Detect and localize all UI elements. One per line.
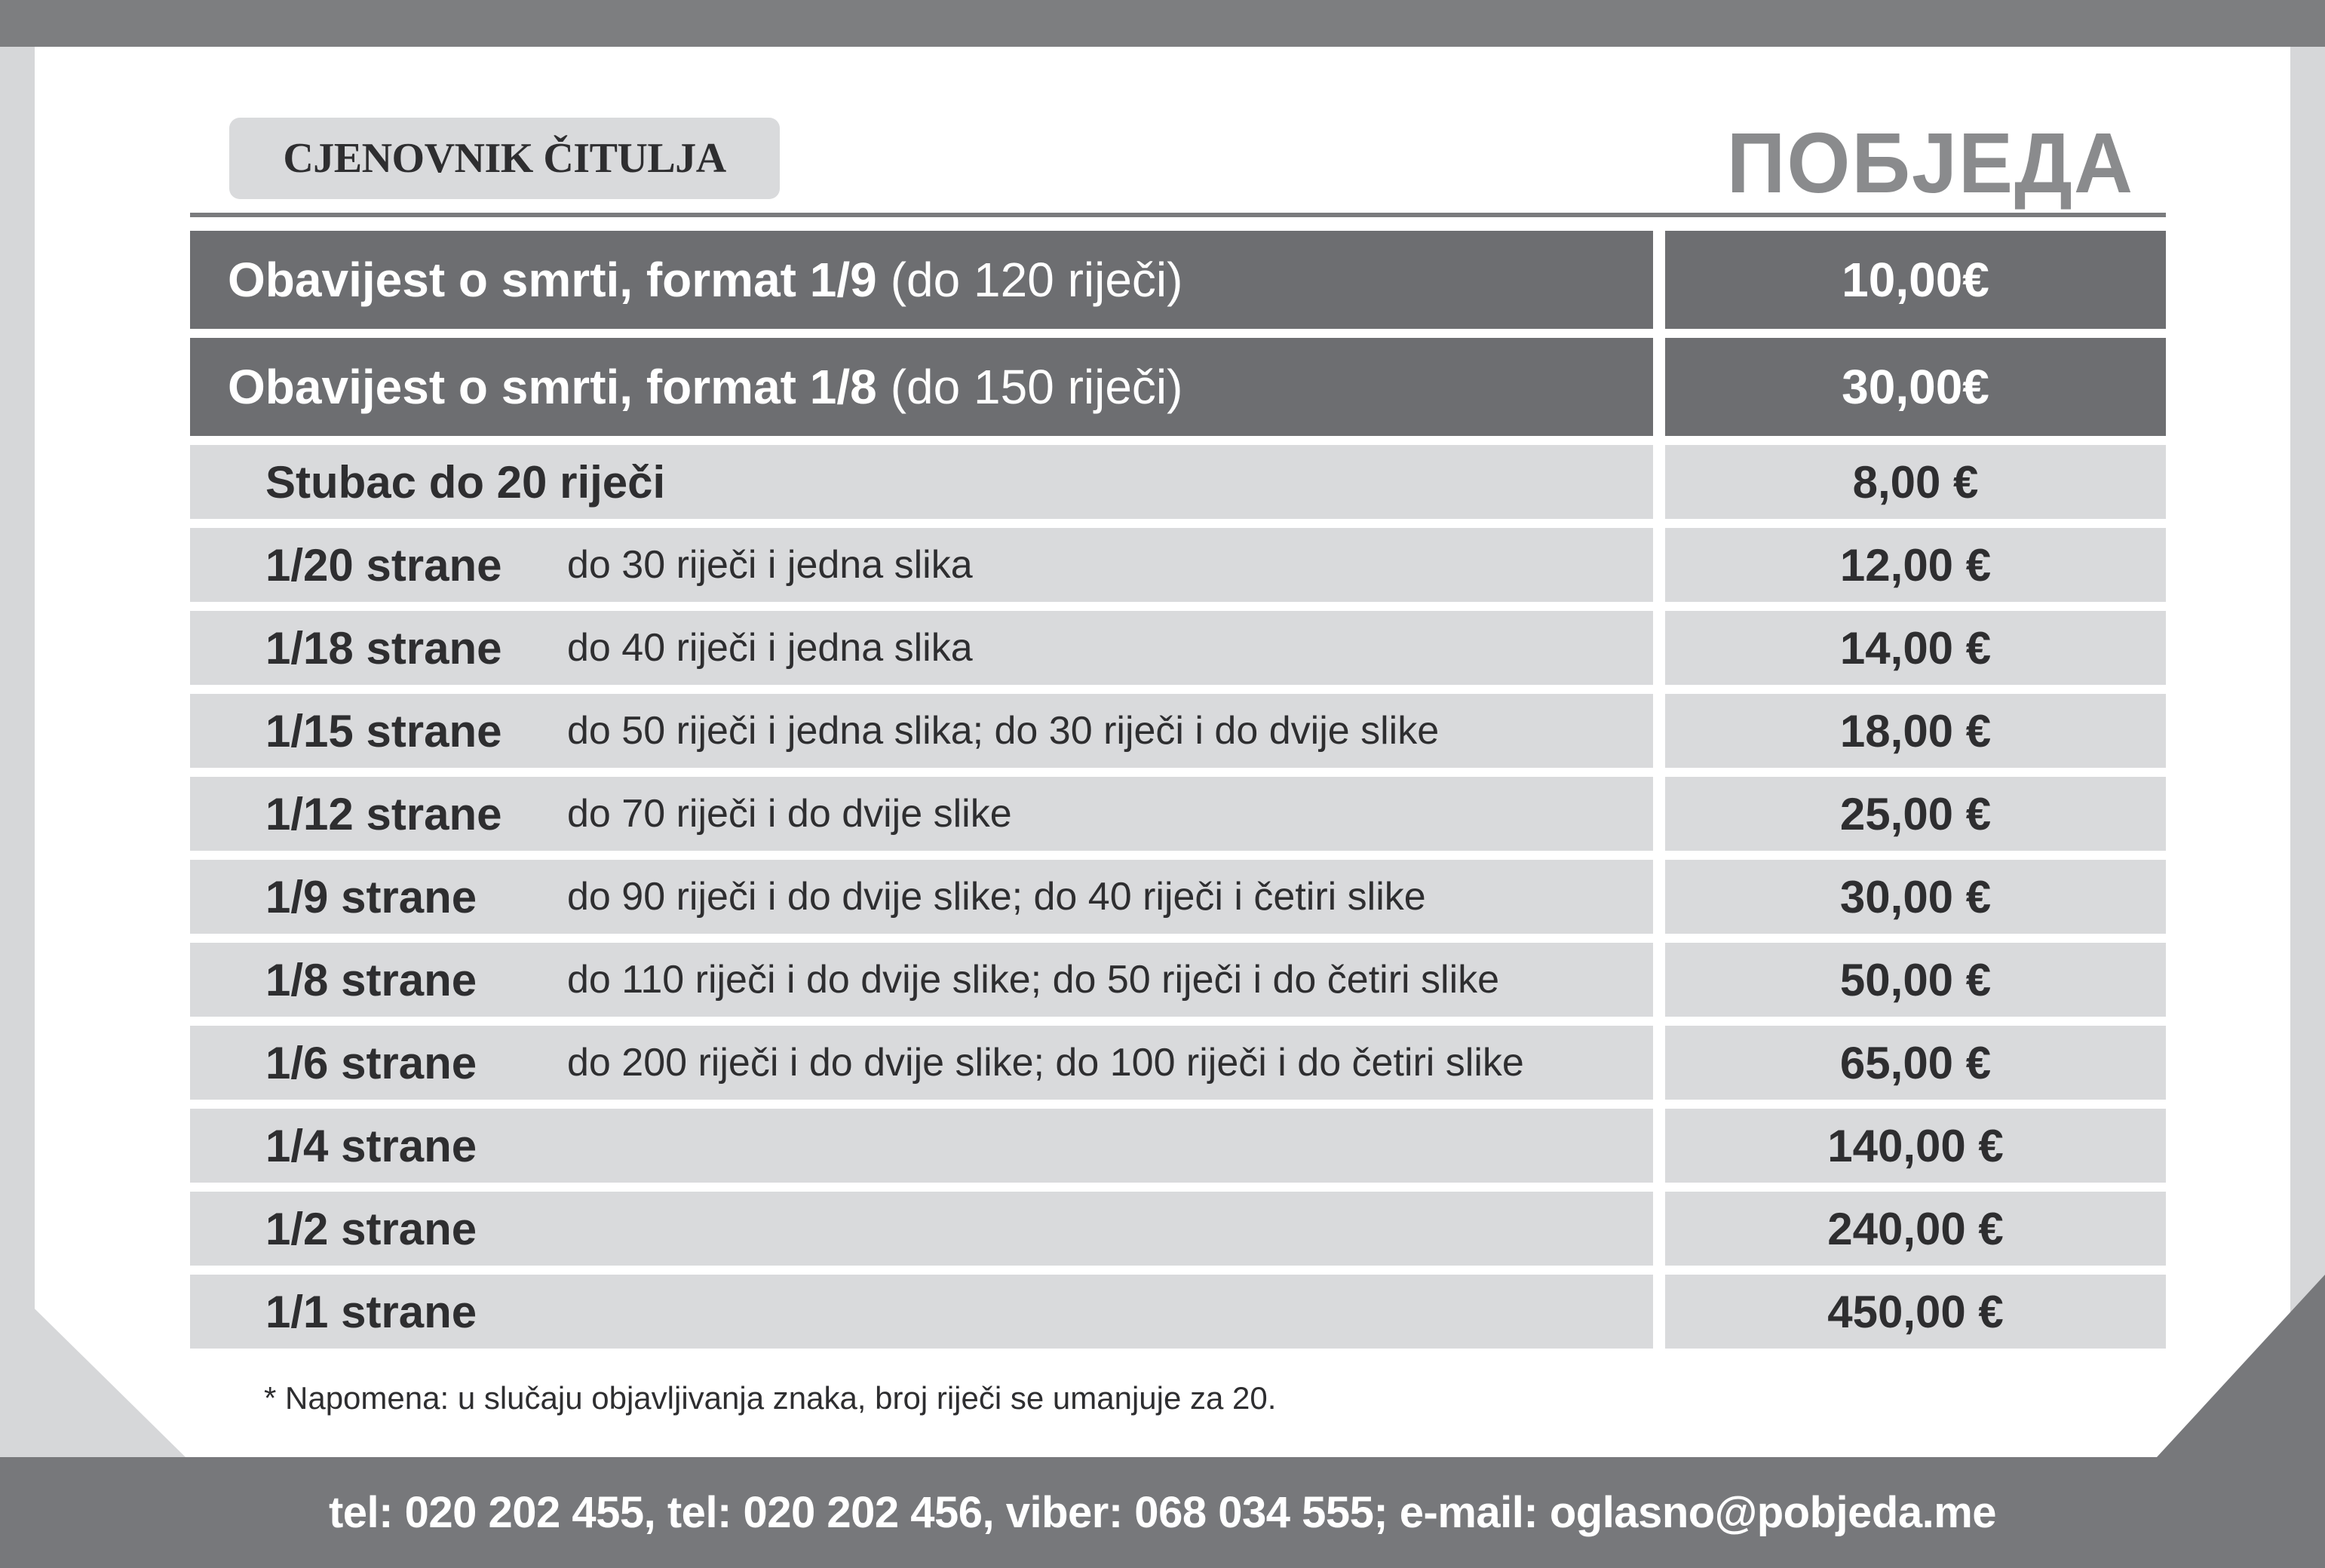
row-name: 1/12 strane xyxy=(265,788,502,839)
row-price: 65,00 € xyxy=(1665,1026,2166,1100)
row-price: 25,00 € xyxy=(1665,777,2166,851)
left-frame-bar xyxy=(0,47,35,1457)
row-description xyxy=(190,338,1653,436)
page-title: CJENOVNIK ČITULJA xyxy=(229,118,780,199)
row-description xyxy=(190,231,1653,329)
row-note: do 200 riječi i do dvije slike; do 100 riječi i do četiri slike xyxy=(567,1041,1524,1085)
table-row xyxy=(190,777,2166,851)
row-name: Stubac do 20 riječi xyxy=(265,456,666,508)
row-price: 10,00€ xyxy=(1665,231,2166,329)
table-row xyxy=(190,528,2166,602)
table-row xyxy=(190,611,2166,685)
table-row-featured xyxy=(190,338,2166,436)
row-description xyxy=(190,1192,1653,1266)
row-price: 12,00 € xyxy=(1665,528,2166,602)
table-row-featured xyxy=(190,231,2166,329)
row-price: 240,00 € xyxy=(1665,1192,2166,1266)
row-note: do 40 riječi i jedna slika xyxy=(567,626,973,670)
top-frame-bar xyxy=(0,0,2325,47)
row-note: (do 120 riječi) xyxy=(890,253,1183,307)
table-row xyxy=(190,1275,2166,1349)
row-price: 30,00€ xyxy=(1665,338,2166,436)
row-price: 30,00 € xyxy=(1665,860,2166,934)
header-divider xyxy=(190,213,2166,217)
row-description xyxy=(190,528,1653,602)
row-name: Obavijest o smrti, format 1/9 xyxy=(228,253,877,307)
right-frame-bar xyxy=(2290,47,2325,1457)
row-name: 1/9 strane xyxy=(265,871,477,922)
row-note: do 110 riječi i do dvije slike; do 50 riječi i do četiri slike xyxy=(567,958,1500,1002)
table-row xyxy=(190,445,2166,519)
row-note: (do 150 riječi) xyxy=(890,360,1183,414)
table-row xyxy=(190,943,2166,1017)
row-name: 1/4 strane xyxy=(265,1120,477,1171)
row-description xyxy=(190,1275,1653,1349)
row-description xyxy=(190,694,1653,768)
row-price: 140,00 € xyxy=(1665,1109,2166,1183)
row-price: 50,00 € xyxy=(1665,943,2166,1017)
row-name: 1/20 strane xyxy=(265,539,502,591)
row-price: 8,00 € xyxy=(1665,445,2166,519)
row-name: 1/8 strane xyxy=(265,954,477,1005)
row-note: do 90 riječi i do dvije slike; do 40 riječi i četiri slike xyxy=(567,875,1426,919)
price-table xyxy=(190,231,2166,1358)
row-note: do 50 riječi i jedna slika; do 30 riječi i do dvije slike xyxy=(567,709,1440,753)
table-row xyxy=(190,1109,2166,1183)
row-description xyxy=(190,611,1653,685)
row-description xyxy=(190,777,1653,851)
row-name: 1/6 strane xyxy=(265,1037,477,1088)
row-description xyxy=(190,445,1653,519)
table-row xyxy=(190,860,2166,934)
row-name: 1/15 strane xyxy=(265,705,502,756)
row-name: 1/18 strane xyxy=(265,622,502,674)
row-description xyxy=(190,860,1653,934)
row-note: do 30 riječi i jedna slika xyxy=(567,543,973,587)
contact-info: tel: 020 202 455, tel: 020 202 456, viber: 068 034 555; e-mail: oglasno@pobjeda.me xyxy=(328,1488,1997,1537)
row-description xyxy=(190,943,1653,1017)
row-name: Obavijest o smrti, format 1/8 xyxy=(228,360,877,414)
row-note: do 70 riječi i do dvije slike xyxy=(567,792,1012,836)
table-row xyxy=(190,694,2166,768)
footer-bar xyxy=(0,1457,2325,1568)
row-description xyxy=(190,1026,1653,1100)
pobjeda-logo: ПОБЈЕДА xyxy=(1726,114,2134,210)
row-price: 14,00 € xyxy=(1665,611,2166,685)
row-description xyxy=(190,1109,1653,1183)
row-name: 1/1 strane xyxy=(265,1286,477,1337)
footnote: * Napomena: u slučaju objavljivanja znaka, broj riječi se umanjuje za 20. xyxy=(264,1380,1277,1416)
row-name: 1/2 strane xyxy=(265,1203,477,1254)
row-price: 450,00 € xyxy=(1665,1275,2166,1349)
row-price: 18,00 € xyxy=(1665,694,2166,768)
table-row xyxy=(190,1026,2166,1100)
table-row xyxy=(190,1192,2166,1266)
